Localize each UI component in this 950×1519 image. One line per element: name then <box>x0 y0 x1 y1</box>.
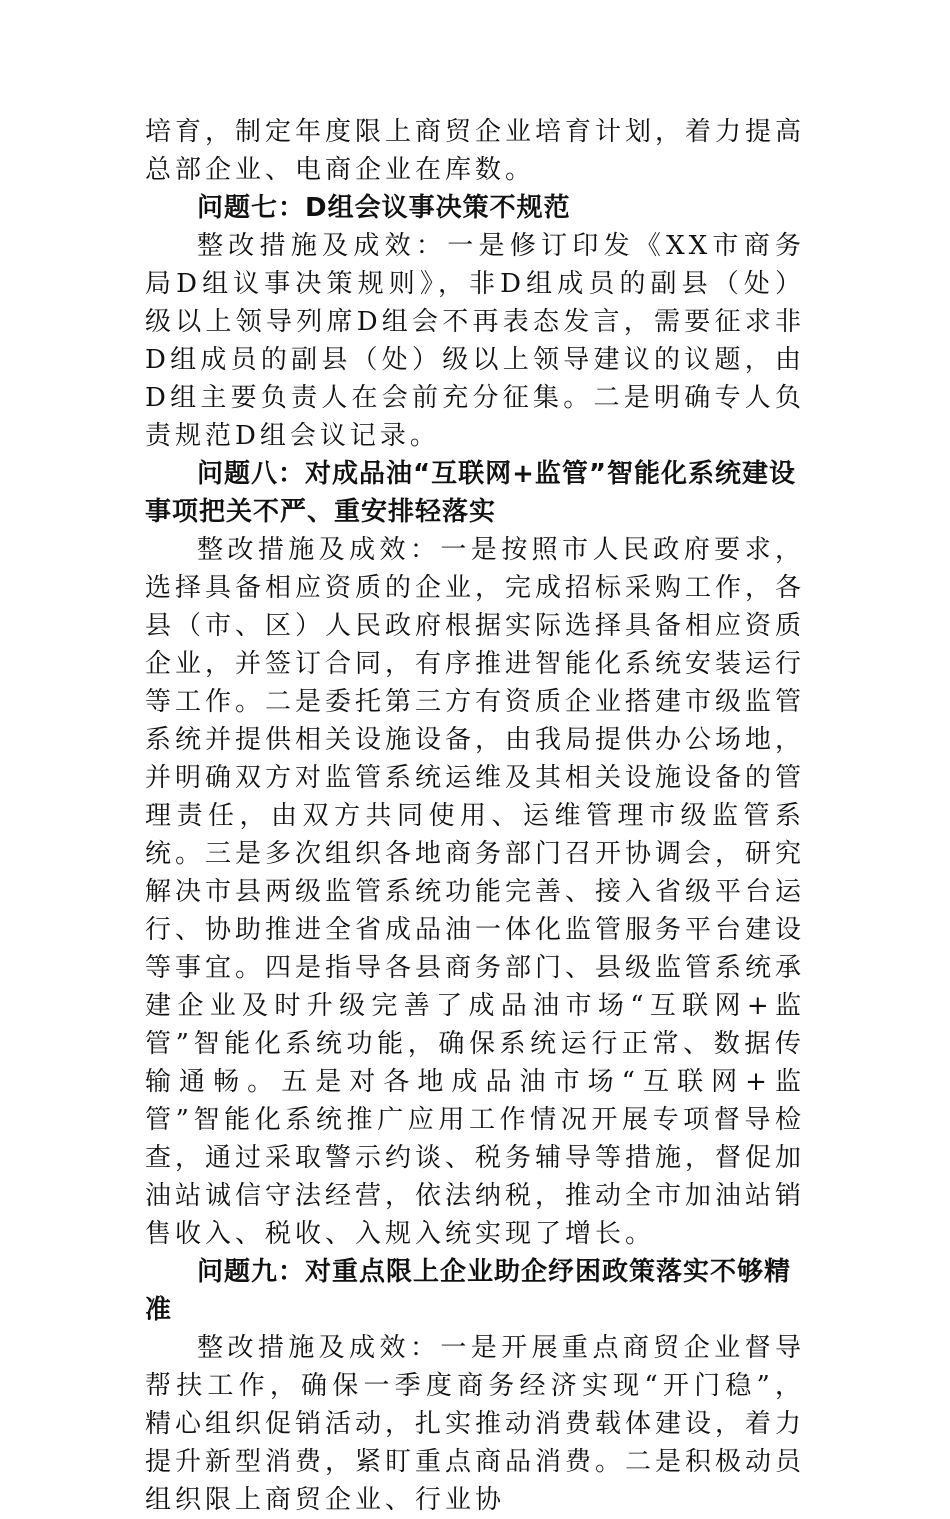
section-body-9: 整改措施及成效：一是开展重点商贸企业督导帮扶工作，确保一季度商务经济实现“开门稳”，精心组织促销活动，扎实推动消费载体建设，着力提升新型消费，紧盯重点商品消费。二是积极动员组织限上商贸企业、行业协 <box>145 1333 806 1515</box>
section-heading-7: 问题七：D组会议事决策不规范 <box>197 193 571 223</box>
intro-paragraph: 培育，制定年度限上商贸企业培育计划，着力提高总部企业、电商企业在库数。 <box>145 117 806 185</box>
section-body-8: 整改措施及成效：一是按照市人民政府要求，选择具备相应资质的企业，完成招标采购工作，各县（市、区）人民政府根据实际选择具备相应资质企业，并签订合同，有序推进智能化系统安装运行等工作。二是委托第三方有资质企业搭建市级监管系统并提供相关设施设备，由我局提供办公场地，并明确双方对监管系统运维及其相关设施设备的管理责任，由双方共同使用、运维管理市级监管系统。三是多次组织各地商务部门召开协调会，研究解决市县两级监管系统功能完善、接入省级平台运行、协助推进全省成品油一体化监管服务平台建设等事宜。四是指导各县商务部门、县级监管系统承建企业及时升级完善了成品油市场“互联网+监管”智能化系统功能，确保系统运行正常、数据传输通畅。五是对各地成品油市场“互联网+监管”智能化系统推广应用工作情况开展专项督导检查，通过采取警示约谈、税务辅导等措施，督促加油站诚信守法经营，依法纳税，推动全市加油站销售收入、税收、入规入统实现了增长。 <box>145 535 806 1249</box>
section-heading-8: 问题八：对成品油“互联网+监管”智能化系统建设事项把关不严、重安排轻落实 <box>145 459 796 527</box>
section-body-7: 整改措施及成效：一是修订印发《XX市商务局D组议事决策规则》，非D组成员的副县（处）级以上领导列席D组会不再表态发言，需要征求非D组成员的副县（处）级以上领导建议的议题，由D组主要负责人在会前充分征集。二是明确专人负责规范D组会议记录。 <box>145 231 805 451</box>
document-body <box>145 113 805 1519</box>
section-heading-9: 问题九：对重点限上企业助企纾困政策落实不够精准 <box>145 1257 792 1325</box>
